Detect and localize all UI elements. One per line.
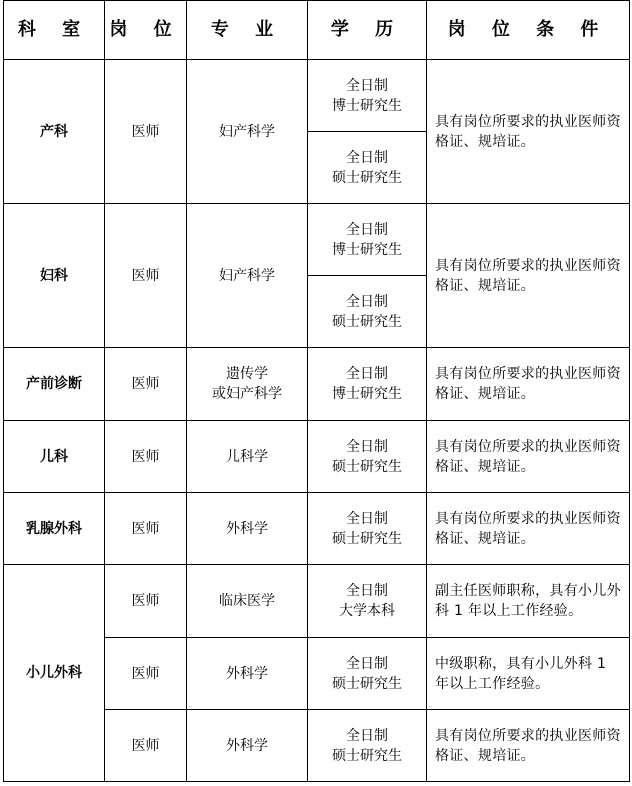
post-cell: 医师 bbox=[105, 638, 187, 710]
conditions-cell: 具有岗位所要求的执业医师资格证、规培证。 bbox=[427, 710, 630, 782]
post-cell: 医师 bbox=[105, 493, 187, 565]
education-level: 硕士研究生 bbox=[332, 675, 402, 692]
education-mode: 全日制 bbox=[346, 727, 388, 744]
education-mode: 全日制 bbox=[346, 77, 388, 94]
table-row bbox=[4, 60, 630, 132]
major-cell bbox=[187, 638, 308, 710]
major-cell bbox=[187, 421, 308, 493]
department-cell: 儿科 bbox=[4, 421, 105, 493]
education-cell bbox=[308, 60, 427, 132]
major-cell bbox=[187, 565, 308, 638]
post-cell: 医师 bbox=[105, 710, 187, 782]
major-line: 或妇产科学 bbox=[212, 386, 282, 402]
education-mode: 全日制 bbox=[346, 149, 388, 166]
conditions-cell: 副主任医师职称，具有小儿外科 1 年以上工作经验。 bbox=[427, 565, 630, 638]
major-line: 妇产科学 bbox=[219, 267, 275, 284]
education-level: 博士研究生 bbox=[332, 97, 402, 114]
education-level: 硕士研究生 bbox=[332, 747, 402, 764]
education-level: 硕士研究生 bbox=[332, 313, 402, 330]
education-cell bbox=[308, 710, 427, 782]
table-row bbox=[4, 421, 630, 493]
education-cell bbox=[308, 421, 427, 493]
education-level: 硕士研究生 bbox=[332, 458, 402, 475]
major-line: 儿科学 bbox=[226, 448, 268, 465]
education-level: 博士研究生 bbox=[332, 386, 402, 402]
education-level: 大学本科 bbox=[339, 603, 395, 619]
major-line: 外科学 bbox=[226, 520, 268, 537]
conditions-cell: 中级职称，具有小儿外科 1 年以上工作经验。 bbox=[427, 638, 630, 710]
department-cell: 产科 bbox=[4, 60, 105, 204]
conditions-cell: 具有岗位所要求的执业医师资格证、规培证。 bbox=[427, 348, 630, 421]
education-cell bbox=[308, 132, 427, 204]
conditions-cell: 具有岗位所要求的执业医师资格证、规培证。 bbox=[427, 204, 630, 348]
major-line: 外科学 bbox=[226, 737, 268, 754]
major-cell bbox=[187, 204, 308, 348]
post-cell: 医师 bbox=[105, 565, 187, 638]
education-mode: 全日制 bbox=[346, 438, 388, 455]
conditions-cell: 具有岗位所要求的执业医师资格证、规培证。 bbox=[427, 493, 630, 565]
education-level: 硕士研究生 bbox=[332, 530, 402, 547]
education-mode: 全日制 bbox=[346, 366, 388, 382]
table-row bbox=[4, 565, 630, 638]
header-education: 学 历 bbox=[308, 1, 427, 60]
major-cell bbox=[187, 348, 308, 421]
major-cell bbox=[187, 60, 308, 204]
major-line: 临床医学 bbox=[219, 593, 275, 609]
education-mode: 全日制 bbox=[346, 655, 388, 672]
major-line: 遗传学 bbox=[226, 366, 268, 382]
education-cell bbox=[308, 276, 427, 348]
education-cell bbox=[308, 493, 427, 565]
major-line: 外科学 bbox=[226, 665, 268, 682]
department-cell: 乳腺外科 bbox=[4, 493, 105, 565]
department-cell: 产前诊断 bbox=[4, 348, 105, 421]
education-level: 博士研究生 bbox=[332, 241, 402, 258]
header-department: 科 室 bbox=[4, 1, 105, 60]
major-cell bbox=[187, 493, 308, 565]
recruitment-table bbox=[3, 0, 630, 782]
education-cell bbox=[308, 565, 427, 638]
post-cell: 医师 bbox=[105, 204, 187, 348]
post-cell: 医师 bbox=[105, 421, 187, 493]
department-cell: 妇科 bbox=[4, 204, 105, 348]
post-cell: 医师 bbox=[105, 348, 187, 421]
department-cell: 小儿外科 bbox=[4, 565, 105, 782]
header-row bbox=[4, 1, 630, 60]
conditions-cell: 具有岗位所要求的执业医师资格证、规培证。 bbox=[427, 60, 630, 204]
header-post: 岗 位 bbox=[105, 1, 187, 60]
education-mode: 全日制 bbox=[346, 221, 388, 238]
header-major: 专 业 bbox=[187, 1, 308, 60]
education-mode: 全日制 bbox=[346, 583, 388, 599]
education-cell bbox=[308, 638, 427, 710]
post-cell: 医师 bbox=[105, 60, 187, 204]
table-row bbox=[4, 204, 630, 276]
conditions-cell: 具有岗位所要求的执业医师资格证、规培证。 bbox=[427, 421, 630, 493]
table-row bbox=[4, 348, 630, 421]
education-cell bbox=[308, 348, 427, 421]
education-cell bbox=[308, 204, 427, 276]
major-cell bbox=[187, 710, 308, 782]
education-level: 硕士研究生 bbox=[332, 169, 402, 186]
header-conditions: 岗 位 条 件 bbox=[427, 1, 630, 60]
major-line: 妇产科学 bbox=[219, 123, 275, 140]
table-row bbox=[4, 493, 630, 565]
education-mode: 全日制 bbox=[346, 293, 388, 310]
education-mode: 全日制 bbox=[346, 510, 388, 527]
